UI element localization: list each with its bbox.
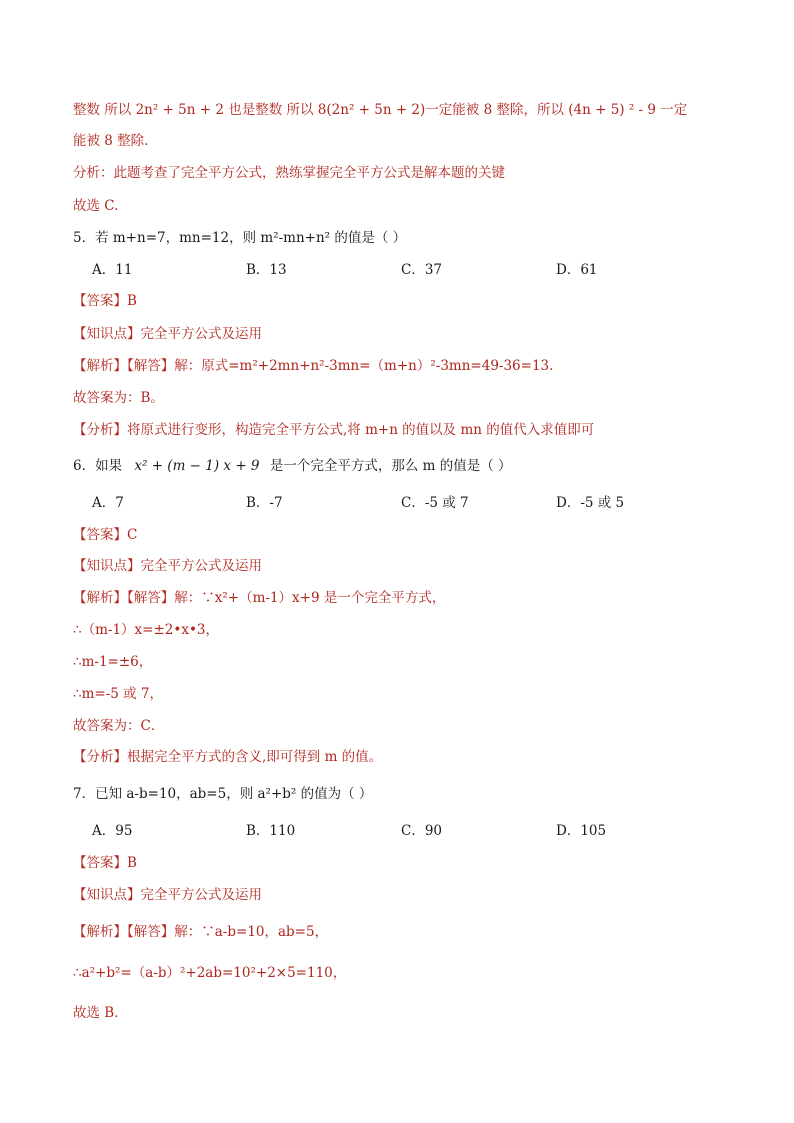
q7-sol-label: 【解析】【解答】 bbox=[73, 924, 175, 940]
q5-answer bbox=[73, 291, 137, 311]
q5-answer-value: B bbox=[127, 293, 137, 309]
q7-answer bbox=[73, 853, 137, 873]
q6-stem-pre: 6．如果 bbox=[73, 458, 123, 474]
q7-step-1: ∴a²+b²=（a-b）²+2ab=10²+2×5=110， bbox=[73, 965, 347, 981]
q6-result: 故答案为：C． bbox=[73, 718, 165, 734]
q6-analysis bbox=[73, 747, 382, 767]
q5-sol-text: 解：原式=m²+2mn+n²-3mn=（m+n）²-3mn=49-36=13. bbox=[174, 358, 554, 374]
q6-sol-label: 【解析】【解答】 bbox=[73, 590, 175, 606]
q6-step-2: ∴m-1=±6， bbox=[73, 654, 153, 670]
q5-result: 故答案为：B。 bbox=[73, 390, 164, 406]
q6-stem-math: x² + (m − 1) x + 9 bbox=[134, 458, 260, 474]
intro-analysis: 分析：此题考查了完全平方公式，熟练掌握完全平方公式是解本题的关键 bbox=[73, 165, 505, 181]
q6-stem-post: 是一个完全平方式，那么 m 的值是（ ） bbox=[269, 458, 512, 474]
q6-knowledge-point bbox=[73, 556, 262, 576]
q5-sol-label: 【解析】【解答】 bbox=[73, 358, 175, 374]
q7-answer-label: 【答案】 bbox=[73, 855, 127, 871]
q5-kp-value: 完全平方公式及运用 bbox=[140, 326, 262, 342]
q6-option-b: B．-7 bbox=[246, 495, 283, 511]
intro-conclusion: 故选 C. bbox=[73, 198, 119, 214]
q6-option-a: A．7 bbox=[92, 495, 124, 511]
q7-option-c: C．90 bbox=[401, 823, 443, 839]
q6-step-1: ∴（m-1）x=±2•x•3， bbox=[73, 622, 219, 638]
q5-ana-text: 将原式进行变形，构造完全平方公式,将 m+n 的值以及 mn 的值代入求值即可 bbox=[127, 422, 595, 438]
intro-line-2: 能被 8 整除. bbox=[73, 133, 149, 149]
q7-kp-label: 【知识点】 bbox=[73, 887, 141, 903]
q5-kp-label: 【知识点】 bbox=[73, 326, 141, 342]
q5-option-c: C．37 bbox=[401, 262, 443, 278]
q7-result: 故选 B． bbox=[73, 1005, 128, 1021]
q6-step-3: ∴m=-5 或 7， bbox=[73, 686, 164, 702]
q7-stem: 7．已知 a-b=10，ab=5，则 a²+b² 的值为（ ） bbox=[73, 786, 373, 802]
q6-solution bbox=[73, 588, 445, 608]
q7-kp-value: 完全平方公式及运用 bbox=[140, 887, 262, 903]
q5-solution bbox=[73, 356, 553, 376]
q6-sol-text: 解：∵x²+（m-1）x+9 是一个完全平方式， bbox=[174, 590, 446, 606]
q5-answer-label: 【答案】 bbox=[73, 293, 127, 309]
q5-analysis bbox=[73, 420, 594, 440]
q6-option-d: D．-5 或 5 bbox=[556, 495, 625, 511]
q5-option-d: D．61 bbox=[556, 262, 598, 278]
q6-ana-text: 根据完全平方式的含义,即可得到 m 的值。 bbox=[127, 749, 383, 765]
q7-option-d: D．105 bbox=[556, 823, 607, 839]
q6-answer-value: C bbox=[127, 527, 138, 543]
q7-knowledge-point bbox=[73, 885, 262, 905]
q5-option-b: B．13 bbox=[246, 262, 287, 278]
q7-sol-text: 解：∵a-b=10，ab=5， bbox=[174, 924, 329, 940]
q6-kp-value: 完全平方公式及运用 bbox=[140, 558, 262, 574]
q6-answer bbox=[73, 525, 137, 545]
q5-option-a: A．11 bbox=[92, 262, 133, 278]
q6-kp-label: 【知识点】 bbox=[73, 558, 141, 574]
intro-line-1: 整数 所以 2n² + 5n + 2 也是整数 所以 8(2n² + 5n + 2)一定能被 8 整除，所以 (4n + 5) ² - 9 一定 bbox=[73, 102, 688, 118]
q7-answer-value: B bbox=[127, 855, 137, 871]
q7-solution bbox=[73, 922, 328, 942]
q7-option-a: A．95 bbox=[92, 823, 133, 839]
q5-stem: 5．若 m+n=7，mn=12，则 m²-mn+n² 的值是（ ） bbox=[73, 230, 407, 246]
q6-option-c: C．-5 或 7 bbox=[401, 495, 469, 511]
q7-option-b: B．110 bbox=[246, 823, 296, 839]
q6-stem bbox=[73, 456, 512, 476]
q5-knowledge-point bbox=[73, 324, 262, 344]
q6-ana-label: 【分析】 bbox=[73, 749, 127, 765]
q6-answer-label: 【答案】 bbox=[73, 527, 127, 543]
q5-ana-label: 【分析】 bbox=[73, 422, 127, 438]
